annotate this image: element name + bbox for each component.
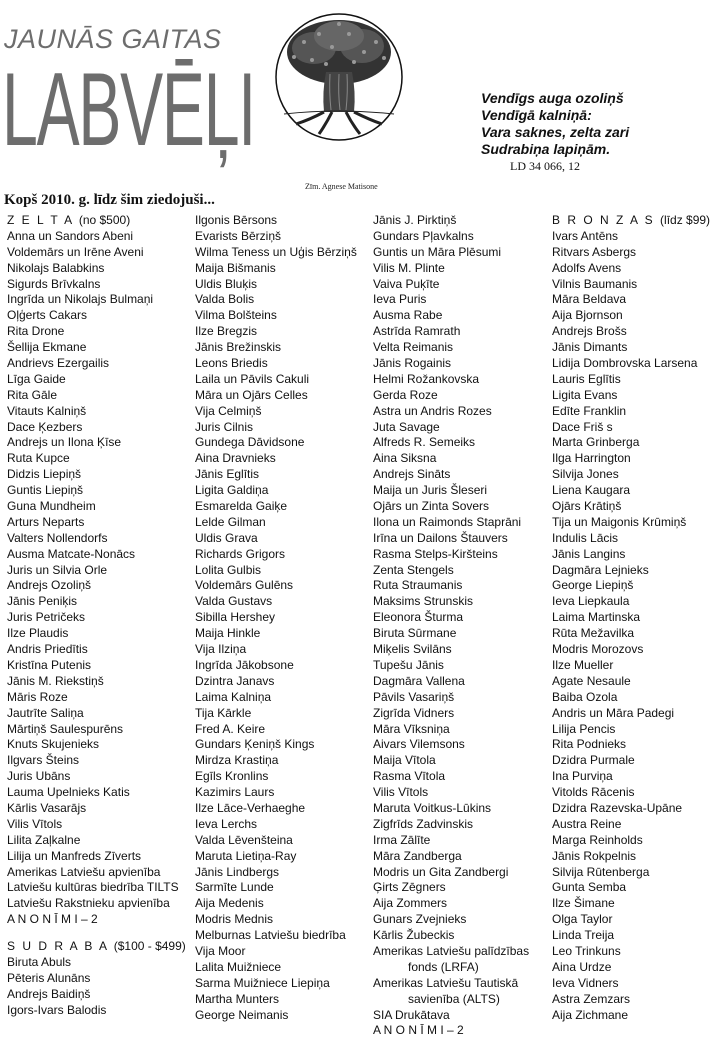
list-item: Tupešu Jānis: [373, 657, 444, 672]
list-item: Jānis Rogainis: [373, 356, 452, 371]
list-item: Andris Priedītis: [7, 642, 88, 657]
list-item: Laima Martinska: [552, 610, 641, 625]
list-item: Indulis Lācis: [552, 530, 619, 545]
list-item: Ilona un Raimonds Staprāni: [373, 514, 522, 529]
list-item: Maija un Juris Šleseri: [373, 483, 488, 498]
bronzas-list: [552, 229, 710, 1024]
list-item: Uldis Bluķis: [195, 276, 258, 291]
list-item: Jānis Peniķis: [7, 594, 78, 609]
list-item: Knuts Skujenieks: [7, 737, 100, 752]
list-item: Ieva Liepkaula: [552, 594, 630, 609]
list-item: Jānis Lindbergs: [195, 864, 280, 879]
list-item: Dzidra Purmale: [552, 753, 635, 768]
list-item: Fred A. Keire: [195, 721, 266, 736]
list-item: Kazimirs Laurs: [195, 785, 275, 800]
list-item: Melburnas Latviešu biedrība: [195, 928, 346, 943]
list-item: Astra un Andris Rozes: [373, 403, 492, 418]
list-item: Juta Savage: [373, 419, 440, 434]
list-item: Linda Treija: [552, 928, 615, 943]
donor-column-1: [7, 213, 186, 1019]
list-item: Vilis Vītols: [7, 816, 63, 831]
list-item: Ilgvars Šteins: [7, 753, 80, 768]
list-item: Vilis M. Plinte: [373, 260, 445, 275]
list-item: SIA Drukātava: [373, 1007, 450, 1022]
illustration-credit: Zīm. Agnese Matisone: [305, 182, 378, 191]
list-item: Nikolajs Balabkins: [7, 260, 105, 275]
list-item: Ilgonis Bērsons: [195, 213, 278, 227]
sudraba-heading: S U D R A B A ($100 - $499): [7, 939, 186, 954]
list-item: Laila un Pāvils Cakuli: [195, 371, 310, 386]
list-item: Ilga Harrington: [552, 451, 631, 466]
list-item: Wilma Teness un Uģis Bērziņš: [195, 244, 357, 259]
list-item: Ruta Straumanis: [373, 578, 463, 593]
list-item: Ģirts Zēgners: [373, 880, 446, 895]
list-item: Mārtiņš Saulespurēns: [7, 721, 124, 736]
list-item: George Neimanis: [195, 1007, 289, 1022]
list-item: Ritvars Asbergs: [552, 244, 637, 259]
list-item: Maija Bišmanis: [195, 260, 276, 275]
list-item: Ilze Bregzis: [195, 324, 258, 339]
list-item: Ilze Plaudis: [7, 626, 69, 641]
list-item: Esmarelda Gaiķe: [195, 499, 288, 514]
list-item: Arturs Neparts: [7, 514, 85, 529]
list-item: Andrejs un Ilona Ķīse: [7, 435, 122, 450]
list-item: Vija Moor: [195, 943, 246, 958]
list-item: Māra Zandberga: [373, 848, 462, 863]
list-item: Juris un Silvia Orle: [7, 562, 108, 577]
list-item: Maija Vītola: [373, 753, 436, 768]
list-item: Dace Ķezbers: [7, 419, 83, 434]
org-line: Amerikas Latviešu palīdzības: [373, 943, 530, 958]
list-item: Kārlis Vasarājs: [7, 800, 87, 815]
org-line: fonds (LRFA): [408, 959, 479, 974]
list-item: Andrievs Ezergailis: [7, 356, 110, 371]
list-item: Aija Bjornson: [552, 308, 623, 323]
list-item: Vilma Bolšteins: [195, 308, 277, 323]
list-item: Ligita Evans: [552, 387, 618, 402]
list-item: Jautrīte Saliņa: [7, 705, 84, 720]
list-item: Irma Zālīte: [373, 832, 431, 847]
list-item: Guna Mundheim: [7, 499, 96, 514]
list-item: Dagmāra Lejnieks: [552, 562, 649, 577]
donor-column-3: [373, 213, 529, 1039]
list-item: Baiba Ozola: [552, 689, 618, 704]
list-item: Aija Medenis: [195, 896, 264, 911]
list-item: Alfreds R. Semeiks: [373, 435, 476, 450]
list-item: Aina Siksna: [373, 451, 437, 466]
list-item: Gunars Zvejnieks: [373, 912, 467, 927]
list-item: Vija Ilziņa: [195, 642, 247, 657]
list-item: Maruta Lietiņa-Ray: [195, 848, 297, 863]
list-item: Kristīna Putenis: [7, 657, 92, 672]
list-item: Lalita Muižniece: [195, 959, 282, 974]
list-item: Igors-Ivars Balodis: [7, 1002, 107, 1017]
list-item: Ruta Kupce: [7, 451, 70, 466]
list-item: Ingrīda un Nikolajs Bulmaņi: [7, 292, 154, 307]
list-item: Voldemārs Gulēns: [195, 578, 294, 593]
list-item: Latviešu Rakstnieku apvienība: [7, 896, 170, 911]
list-item: Maruta Voitkus-Lūkins: [373, 800, 492, 815]
list-item: Austra Reine: [552, 816, 622, 831]
list-item: Zigfrīds Zadvinskis: [373, 816, 474, 831]
list-item: Juris Petričeks: [7, 610, 86, 625]
list-item: Andrejs Ozoliņš: [7, 578, 92, 593]
list-item: Uldis Grava: [195, 530, 258, 545]
list-item: Maija Hinkle: [195, 626, 261, 641]
list-item: Rūta Mežavilka: [552, 626, 635, 641]
bronzas-heading: B R O N Z A S (līdz $99): [552, 213, 710, 227]
sudraba-list-3: [373, 213, 529, 944]
list-item: Marga Reinholds: [552, 832, 643, 847]
list-item: Biruta Abuls: [7, 954, 72, 969]
poem: [481, 90, 629, 158]
list-item: Silvija Jones: [552, 467, 619, 482]
list-item: Vitolds Rācenis: [552, 785, 635, 800]
list-item: Ilze Mueller: [552, 657, 614, 672]
list-item: Rasma Vītola: [373, 769, 446, 784]
list-item: Juris Ubāns: [7, 769, 71, 784]
list-item: Astra Zemzars: [552, 991, 631, 1006]
list-item: Amerikas Latviešu apvienība: [7, 864, 161, 879]
list-item: Miķelis Svilāns: [373, 642, 452, 657]
list-item: Marta Grinberga: [552, 435, 640, 450]
list-item: Latviešu kultūras biedrība TILTS: [7, 880, 179, 895]
list-item: George Liepiņš: [552, 578, 634, 593]
list-item: Voldemārs un Irēne Aveni: [7, 244, 144, 259]
zelta-heading: Z E L T A (no $500): [7, 213, 131, 227]
list-item: Vilnis Baumanis: [552, 276, 638, 291]
list-item: Laima Kalniņa: [195, 689, 272, 704]
list-item: Agate Nesaule: [552, 673, 631, 688]
list-item: Aina Urdze: [552, 959, 612, 974]
list-item: Martha Munters: [195, 991, 280, 1006]
list-item: Tija Kārkle: [195, 705, 252, 720]
list-item: Irīna un Dailons Štauvers: [373, 530, 508, 545]
list-item: Andris un Māra Padegi: [552, 705, 675, 720]
sudraba-list-2: [195, 213, 357, 1023]
list-item: Gunta Semba: [552, 880, 627, 895]
poem-line: Sudrabiņa lapiņām.: [481, 141, 611, 157]
list-item: Jānis Dimants: [552, 340, 628, 355]
zelta-anon: A N O N Ī M I – 2: [7, 912, 98, 927]
list-item: Vaiva Puķīte: [373, 276, 440, 291]
list-item: Modris un Gita Zandbergi: [373, 864, 509, 879]
list-item: Astrīda Ramrath: [373, 324, 461, 339]
org-line: savienība (ALTS): [408, 991, 500, 1006]
list-item: Māra Vīksniņa: [373, 721, 450, 736]
list-item: Silvija Rūtenberga: [552, 864, 650, 879]
list-item: Guntis un Māra Plēsumi: [373, 244, 502, 259]
sudraba-anon: A N O N Ī M I – 2: [373, 1023, 464, 1038]
org-line: Amerikas Latviešu Tautiskā: [373, 975, 519, 990]
list-item: Gundars Pļavkalns: [373, 228, 474, 243]
list-item: Liena Kaugara: [552, 483, 631, 498]
list-item: Dzidra Razevska-Upāne: [552, 800, 683, 815]
list-item: Ieva Lerchs: [195, 816, 258, 831]
poem-reference: LD 34 066, 12: [510, 159, 580, 173]
list-item: Adolfs Avens: [552, 260, 622, 275]
list-item: Māris Roze: [7, 689, 68, 704]
list-item: Aija Zommers: [373, 896, 448, 911]
list-item: Richards Grigors: [195, 546, 286, 561]
list-item: Gerda Roze: [373, 387, 438, 402]
list-item: Gundega Dāvidsone: [195, 435, 305, 450]
list-item: Valda Lēvenšteina: [195, 832, 293, 847]
list-item: Lolita Gulbis: [195, 562, 262, 577]
list-item: Dzintra Janavs: [195, 673, 275, 688]
list-item: Vija Celmiņš: [195, 403, 262, 418]
list-item: Kārlis Žubeckis: [373, 928, 455, 943]
list-item: Maksims Strunskis: [373, 594, 474, 609]
poem-line: Vendīgā kalniņā:: [481, 107, 592, 123]
list-item: Māra un Ojārs Celles: [195, 387, 308, 402]
list-item: Māra Beldava: [552, 292, 627, 307]
list-item: Mirdza Krastiņa: [195, 753, 279, 768]
list-item: Eleonora Šturma: [373, 610, 464, 625]
list-item: Dagmāra Vallena: [373, 673, 465, 688]
list-item: Lilija un Manfreds Zīverts: [7, 848, 142, 863]
list-item: Tija un Maigonis Krūmiņš: [552, 514, 687, 529]
list-item: Modris Morozovs: [552, 642, 644, 657]
list-item: Jānis J. Pirktiņš: [373, 213, 457, 227]
list-item: Sigurds Brīvkalns: [7, 276, 101, 291]
list-item: Ieva Vidners: [552, 975, 619, 990]
list-item: Jānis Langins: [552, 546, 626, 561]
donor-column-2: [195, 213, 357, 1023]
list-item: Vilis Vītols: [373, 785, 429, 800]
list-item: Lilita Zaļkalne: [7, 832, 81, 847]
list-item: Sarma Muižniece Liepiņa: [195, 975, 330, 990]
list-item: Andrejs Sināts: [373, 467, 451, 482]
list-item: Anna un Sandors Abeni: [7, 228, 134, 243]
masthead-small-title: JAUNĀS GAITAS: [4, 24, 222, 54]
list-item: Guntis Liepiņš: [7, 483, 84, 498]
list-item: Pēteris Alunāns: [7, 970, 91, 985]
list-item: Lidija Dombrovska Larsena: [552, 356, 698, 371]
list-item: Velta Reimanis: [373, 340, 454, 355]
list-item: Rasma Stelps-Kiršteins: [373, 546, 498, 561]
list-item: Andrejs Baidiņš: [7, 986, 91, 1001]
list-item: Helmi Rožankovska: [373, 371, 480, 386]
list-item: Lauris Eglītis: [552, 371, 621, 386]
list-item: Ieva Puris: [373, 292, 427, 307]
list-item: Oļģerts Cakars: [7, 308, 88, 323]
masthead-big-title: LABVĒĻI: [2, 52, 255, 168]
list-item: Ojārs un Zinta Sovers: [373, 499, 490, 514]
list-item: Ausma Matcate-Nonācs: [7, 546, 136, 561]
list-item: Jānis Brežinskis: [195, 340, 282, 355]
donor-column-4: [552, 213, 710, 1023]
list-item: Valda Gustavs: [195, 594, 273, 609]
list-item: Leo Trinkuns: [552, 943, 621, 958]
poem-line: Vara saknes, zelta zari: [481, 124, 630, 140]
list-item: Zigrīda Vidners: [373, 705, 455, 720]
list-item: Lelde Gilman: [195, 514, 266, 529]
zelta-list: [7, 229, 186, 912]
list-item: Jānis M. Riekstiņš: [7, 673, 104, 688]
list-item: Jānis Rokpelnis: [552, 848, 637, 863]
list-item: Vitauts Kalniņš: [7, 403, 87, 418]
list-item: Biruta Sūrmane: [373, 626, 457, 641]
list-item: Didzis Liepiņš: [7, 467, 82, 482]
list-item: Ivars Antēns: [552, 228, 619, 243]
list-item: Jānis Eglītis: [195, 467, 260, 482]
list-item: Pāvils Vasariņš: [373, 689, 455, 704]
list-item: Aivars Vilemsons: [373, 737, 465, 752]
list-item: Ingrīda Jākobsone: [195, 657, 294, 672]
list-item: Andrejs Brošs: [552, 324, 627, 339]
list-item: Rita Drone: [7, 324, 65, 339]
intro-heading: Kopš 2010. g. līdz šim ziedojuši...: [4, 192, 215, 208]
list-item: Edīte Franklin: [552, 403, 627, 418]
list-item: Evarists Bērziņš: [195, 228, 282, 243]
list-item: Leons Briedis: [195, 356, 268, 371]
list-item: Sibilla Hershey: [195, 610, 276, 625]
list-item: Līga Gaide: [7, 371, 66, 386]
list-item: Olga Taylor: [552, 912, 613, 927]
list-item: Šellija Ekmane: [7, 340, 87, 355]
list-item: Juris Cilnis: [195, 419, 254, 434]
list-item: Rita Podnieks: [552, 737, 627, 752]
list-item: Ojārs Krātiņš: [552, 499, 622, 514]
list-item: Aina Dravnieks: [195, 451, 276, 466]
list-item: Ligita Galdiņa: [195, 483, 269, 498]
list-item: Ilze Lāce-Verhaeghe: [195, 800, 306, 815]
list-item: Gundars Ķeniņš Kings: [195, 737, 315, 752]
poem-line: Vendīgs auga ozoliņš: [481, 90, 624, 106]
list-item: Valters Nollendorfs: [7, 530, 108, 545]
list-item: Lauma Upelnieks Katis: [7, 785, 130, 800]
list-item: Rita Gāle: [7, 387, 58, 402]
sudraba-list-1: [7, 955, 186, 1019]
list-item: Zenta Stengels: [373, 562, 454, 577]
list-item: Valda Bolis: [195, 292, 255, 307]
list-item: Ausma Rabe: [373, 308, 443, 323]
list-item: Modris Mednis: [195, 912, 274, 927]
list-item: Egīls Kronlins: [195, 769, 269, 784]
list-item: Dace Friš s: [552, 419, 613, 434]
list-item: Aija Zichmane: [552, 1007, 629, 1022]
list-item: Sarmīte Lunde: [195, 880, 274, 895]
oak-tree-emblem-icon: [274, 12, 404, 142]
list-item: Lilija Pencis: [552, 721, 616, 736]
list-item: Ina Purviņa: [552, 769, 613, 784]
list-item: Ilze Šimane: [552, 896, 615, 911]
